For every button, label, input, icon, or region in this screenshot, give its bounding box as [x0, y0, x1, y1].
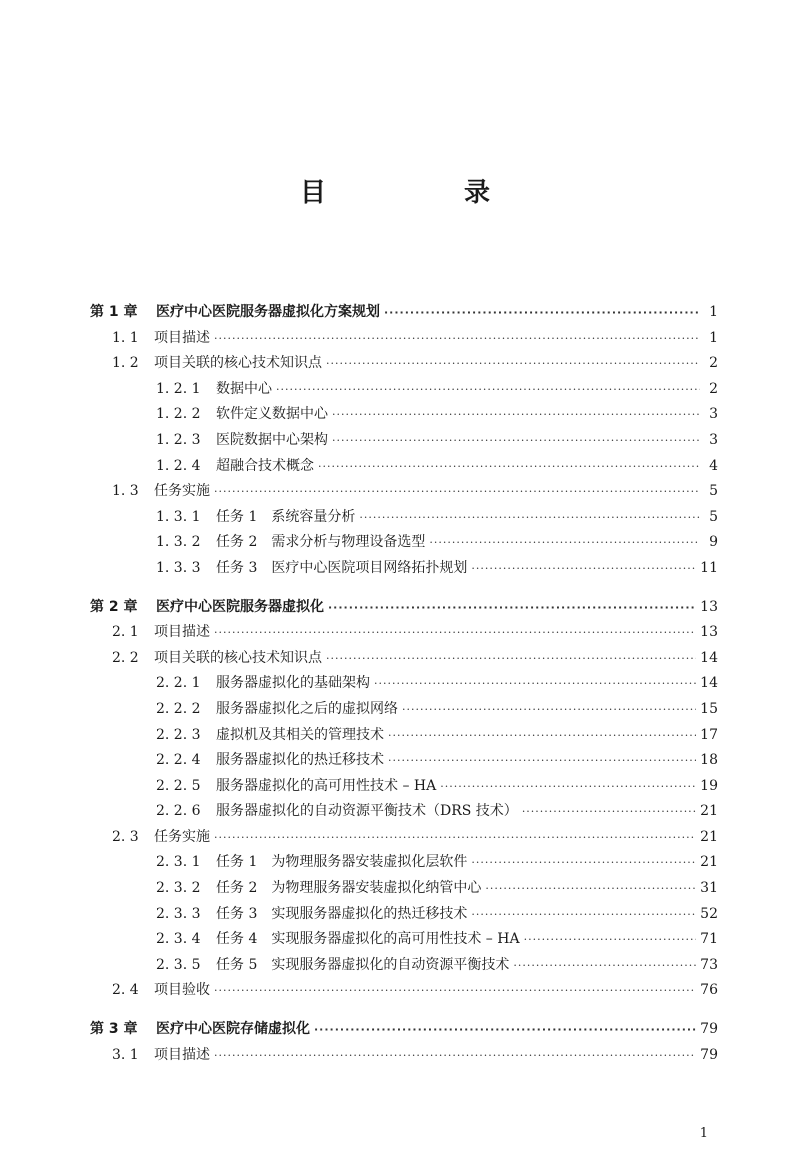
- toc-entry-page: 73: [700, 956, 718, 973]
- toc-entry-title: 数据中心: [216, 380, 272, 397]
- toc-entry-title: 服务器虚拟化的基础架构: [216, 675, 370, 692]
- toc-entry-page: 17: [700, 726, 718, 743]
- toc-entry-title: 任务 1 为物理服务器安装虚拟化层软件: [216, 854, 468, 871]
- toc-entry-title: 项目描述: [154, 329, 210, 346]
- toc-subsection-entry[interactable]: [90, 953, 718, 979]
- toc-entry-page: 3: [709, 431, 718, 448]
- toc-leader-dots: [332, 428, 700, 454]
- toc-entry-title: 服务器虚拟化的高可用性技术 – HA: [216, 777, 437, 794]
- toc-entry-page: 31: [700, 880, 718, 897]
- toc-entry-page: 18: [700, 752, 718, 769]
- toc-entry-number: 2. 2. 6: [156, 803, 201, 820]
- toc-entry-title: 项目验收: [154, 982, 210, 999]
- toc-entry-number: 3. 1: [112, 1046, 139, 1063]
- toc-subsection-entry[interactable]: [90, 402, 718, 428]
- toc-entry-title: 软件定义数据中心: [216, 406, 328, 423]
- toc-entry-title: 任务 2 需求分析与物理设备选型: [216, 534, 426, 551]
- toc-entry-page: 19: [700, 777, 718, 794]
- toc-entry-number: 2. 2. 3: [156, 726, 201, 743]
- toc-entry-number: 2. 2. 1: [156, 675, 201, 692]
- toc-entry-number: 2. 2. 5: [156, 777, 201, 794]
- toc-entry-page: 79: [700, 1046, 718, 1063]
- toc-section-entry[interactable]: [90, 479, 718, 505]
- toc-subsection-entry[interactable]: [90, 428, 718, 454]
- toc-section-entry[interactable]: [90, 1043, 718, 1069]
- page-title: 目 录: [299, 178, 546, 208]
- toc-entry-number: 2. 3. 4: [156, 931, 201, 948]
- toc-entry-number: 1. 1: [112, 329, 139, 346]
- toc-leader-dots: [214, 479, 700, 505]
- toc-entry-number: 第 2 章: [90, 598, 138, 615]
- toc-leader-dots: [214, 620, 696, 646]
- toc-entry-page: 13: [700, 624, 718, 641]
- toc-entry-page: 2: [709, 380, 718, 397]
- toc-entry-number: 1. 3. 1: [156, 508, 201, 525]
- toc-subsection-entry[interactable]: [90, 454, 718, 480]
- toc-leader-dots: [276, 377, 700, 403]
- toc-entry-page: 79: [700, 1021, 718, 1038]
- toc-entry-page: 76: [700, 982, 718, 999]
- toc-entry-page: 14: [700, 675, 718, 692]
- toc-entry-number: 1. 3. 2: [156, 534, 201, 551]
- toc-leader-dots: [318, 454, 700, 480]
- toc-entry-page: 11: [700, 559, 718, 576]
- toc-subsection-entry[interactable]: [90, 671, 718, 697]
- toc-entry-page: 21: [700, 854, 718, 871]
- toc-section-entry[interactable]: [90, 646, 718, 672]
- toc-spacer: [90, 1004, 718, 1017]
- toc-leader-dots: [524, 927, 697, 953]
- toc-section-entry[interactable]: [90, 978, 718, 1004]
- toc-chapter-entry[interactable]: [90, 1017, 718, 1043]
- toc-entry-number: 第 3 章: [90, 1021, 138, 1038]
- toc-entry-title: 服务器虚拟化的热迁移技术: [216, 752, 384, 769]
- toc-leader-dots: [471, 850, 696, 876]
- toc-subsection-entry[interactable]: [90, 799, 718, 825]
- toc-entry-page: 71: [700, 931, 718, 948]
- toc-entry-number: 1. 3. 3: [156, 559, 201, 576]
- toc-subsection-entry[interactable]: [90, 377, 718, 403]
- toc-entry-page: 21: [700, 803, 718, 820]
- toc-leader-dots: [214, 1043, 696, 1069]
- toc-section-entry[interactable]: [90, 326, 718, 352]
- toc-leader-dots: [214, 825, 696, 851]
- toc-subsection-entry[interactable]: [90, 927, 718, 953]
- toc-entry-title: 任务 1 系统容量分析: [216, 508, 356, 525]
- toc-leader-dots: [214, 326, 700, 352]
- toc-entry-title: 任务实施: [154, 483, 210, 500]
- toc-subsection-entry[interactable]: [90, 902, 718, 928]
- toc-subsection-entry[interactable]: [90, 505, 718, 531]
- toc-entry-number: 1. 3: [112, 483, 139, 500]
- toc-entry-title: 项目描述: [154, 1046, 210, 1063]
- toc-entry-title: 超融合技术概念: [216, 457, 314, 474]
- toc-leader-dots: [440, 774, 696, 800]
- toc-entry-page: 52: [700, 905, 718, 922]
- toc-subsection-entry[interactable]: [90, 556, 718, 582]
- toc-entry-title: 虚拟机及其相关的管理技术: [216, 726, 384, 743]
- toc-entry-number: 2. 2. 4: [156, 752, 201, 769]
- table-of-contents: [90, 300, 718, 1068]
- toc-entry-page: 2: [709, 355, 718, 372]
- toc-entry-number: 2. 3. 2: [156, 880, 201, 897]
- toc-entry-title: 任务 3 实现服务器虚拟化的热迁移技术: [216, 905, 468, 922]
- toc-entry-page: 1: [709, 304, 718, 320]
- toc-leader-dots: [384, 300, 700, 326]
- page-number: 1: [699, 1126, 708, 1141]
- toc-entry-title: 服务器虚拟化之后的虚拟网络: [216, 700, 398, 717]
- toc-subsection-entry[interactable]: [90, 876, 718, 902]
- toc-entry-page: 1: [709, 329, 718, 346]
- toc-entry-title: 任务 3 医疗中心医院项目网络拓扑规划: [216, 559, 468, 576]
- toc-entry-number: 2. 3. 5: [156, 956, 201, 973]
- toc-leader-dots: [359, 505, 700, 531]
- toc-entry-number: 第 1 章: [90, 304, 138, 320]
- toc-entry-title: 医院数据中心架构: [216, 431, 328, 448]
- toc-leader-dots: [214, 978, 696, 1004]
- toc-entry-title: 服务器虚拟化的自动资源平衡技术（DRS 技术）: [216, 803, 518, 820]
- toc-entry-number: 1. 2. 3: [156, 431, 201, 448]
- toc-entry-title: 任务 2 为物理服务器安装虚拟化纳管中心: [216, 880, 482, 897]
- toc-section-entry[interactable]: [90, 620, 718, 646]
- toc-entry-page: 4: [709, 457, 718, 474]
- toc-leader-dots: [388, 723, 696, 749]
- toc-entry-number: 2. 2. 2: [156, 700, 201, 717]
- toc-subsection-entry[interactable]: [90, 697, 718, 723]
- toc-entry-page: 15: [700, 700, 718, 717]
- toc-entry-number: 2. 2: [112, 649, 139, 666]
- toc-entry-page: 3: [709, 406, 718, 423]
- toc-leader-dots: [326, 351, 700, 377]
- toc-entry-title: 医疗中心医院服务器虚拟化: [156, 598, 324, 615]
- toc-entry-title: 项目描述: [154, 624, 210, 641]
- toc-entry-page: 5: [709, 508, 718, 525]
- toc-leader-dots: [471, 902, 696, 928]
- toc-entry-number: 2. 4: [112, 982, 139, 999]
- toc-entry-number: 2. 3: [112, 828, 139, 845]
- toc-leader-dots: [374, 671, 696, 697]
- toc-subsection-entry[interactable]: [90, 774, 718, 800]
- toc-entry-number: 1. 2. 4: [156, 457, 201, 474]
- toc-entry-number: 2. 3. 1: [156, 854, 201, 871]
- toc-leader-dots: [429, 530, 700, 556]
- toc-spacer: [90, 582, 718, 595]
- toc-entry-title: 医疗中心医院服务器虚拟化方案规划: [156, 304, 380, 320]
- toc-leader-dots: [328, 595, 696, 621]
- toc-entry-title: 医疗中心医院存储虚拟化: [156, 1021, 310, 1038]
- toc-subsection-entry[interactable]: [90, 530, 718, 556]
- toc-entry-title: 任务 5 实现服务器虚拟化的自动资源平衡技术: [216, 956, 510, 973]
- toc-leader-dots: [402, 697, 696, 723]
- toc-subsection-entry[interactable]: [90, 748, 718, 774]
- toc-entry-number: 2. 3. 3: [156, 905, 201, 922]
- toc-leader-dots: [332, 402, 700, 428]
- toc-entry-page: 5: [709, 483, 718, 500]
- toc-entry-number: 1. 2: [112, 355, 139, 372]
- toc-entry-number: 1. 2. 2: [156, 406, 201, 423]
- toc-leader-dots: [522, 799, 696, 825]
- toc-entry-title: 任务实施: [154, 828, 210, 845]
- toc-section-entry[interactable]: [90, 351, 718, 377]
- toc-leader-dots: [485, 876, 696, 902]
- toc-leader-dots: [513, 953, 696, 979]
- toc-entry-number: 2. 1: [112, 624, 139, 641]
- toc-entry-title: 任务 4 实现服务器虚拟化的高可用性技术 – HA: [216, 931, 520, 948]
- toc-leader-dots: [388, 748, 696, 774]
- toc-section-entry[interactable]: [90, 825, 718, 851]
- toc-chapter-entry[interactable]: [90, 595, 718, 621]
- toc-entry-page: 21: [700, 828, 718, 845]
- toc-entry-page: 14: [700, 649, 718, 666]
- toc-entry-page: 13: [700, 598, 718, 615]
- toc-entry-page: 9: [709, 534, 718, 551]
- toc-leader-dots: [471, 556, 696, 582]
- toc-leader-dots: [314, 1017, 696, 1043]
- toc-subsection-entry[interactable]: [90, 723, 718, 749]
- toc-entry-title: 项目关联的核心技术知识点: [154, 649, 322, 666]
- toc-chapter-entry[interactable]: [90, 300, 718, 326]
- toc-subsection-entry[interactable]: [90, 850, 718, 876]
- toc-entry-number: 1. 2. 1: [156, 380, 201, 397]
- toc-leader-dots: [326, 646, 696, 672]
- toc-entry-title: 项目关联的核心技术知识点: [154, 355, 322, 372]
